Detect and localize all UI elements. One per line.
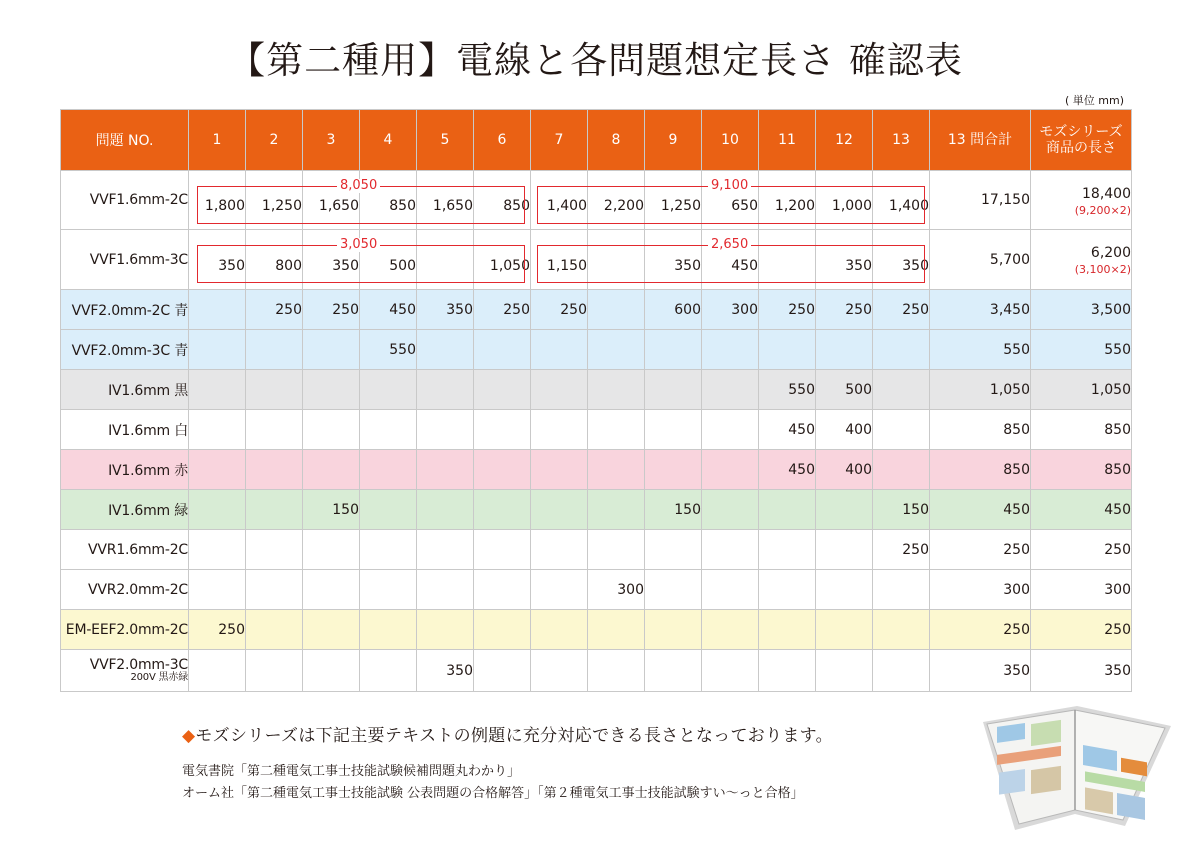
moz-length-cell — [1031, 410, 1132, 450]
header-number: 9 — [645, 110, 702, 171]
problem-value-cell — [474, 490, 531, 530]
problem-value-cell — [645, 330, 702, 370]
table-header-row — [61, 110, 1132, 171]
problem-value-cell — [474, 410, 531, 450]
problem-value-cell — [816, 650, 873, 692]
row-total: 300 — [930, 570, 1031, 610]
problem-value-cell — [645, 570, 702, 610]
problem-value-cell — [816, 490, 873, 530]
problem-value-cell — [702, 610, 759, 650]
reference-1: 電気書院「第二種電気工事士技能試験候補問題丸わかり」 — [182, 764, 521, 779]
problem-value-cell — [303, 570, 360, 610]
header-moz-length — [1031, 110, 1132, 171]
problem-value-cell — [816, 330, 873, 370]
problem-value-cell — [474, 370, 531, 410]
problem-value-cell — [189, 290, 246, 330]
problem-value-cell — [417, 410, 474, 450]
problem-value-cell — [246, 490, 303, 530]
problem-value-cell: 1,650 — [417, 171, 474, 230]
row-total: 17,150 — [930, 171, 1031, 230]
problem-value-cell — [531, 410, 588, 450]
problem-value-cell — [588, 610, 645, 650]
problem-value-cell — [759, 570, 816, 610]
problem-value-cell — [531, 650, 588, 692]
problem-value-cell — [417, 610, 474, 650]
problem-value-cell — [645, 530, 702, 570]
moz-length: 250 — [1104, 621, 1131, 638]
header-number: 10 — [702, 110, 759, 171]
group-total-vvf2c-b: 9,100 — [708, 179, 751, 193]
problem-value-cell: 350 — [189, 230, 246, 290]
problem-value-cell — [189, 370, 246, 410]
problem-value-cell — [474, 570, 531, 610]
problem-value-cell — [702, 410, 759, 450]
problem-value-cell: 250 — [816, 290, 873, 330]
row-label: VVF1.6mm-2C — [61, 171, 189, 230]
row-total: 250 — [930, 530, 1031, 570]
row-total: 850 — [930, 410, 1031, 450]
row-label: VVF1.6mm-3C — [61, 230, 189, 290]
row-label: IV1.6mm 黒 — [61, 370, 189, 410]
problem-value-cell — [588, 370, 645, 410]
row-total: 5,700 — [930, 230, 1031, 290]
table-row — [61, 490, 1132, 530]
problem-value-cell: 1,000 — [816, 171, 873, 230]
problem-value-cell: 550 — [759, 370, 816, 410]
moz-length-cell — [1031, 570, 1132, 610]
problem-value-cell — [189, 330, 246, 370]
problem-value-cell: 650 — [702, 171, 759, 230]
row-label: VVR2.0mm-2C — [61, 570, 189, 610]
header-number: 12 — [816, 110, 873, 171]
problem-value-cell: 350 — [873, 230, 930, 290]
problem-value-cell — [474, 650, 531, 692]
problem-value-cell — [303, 370, 360, 410]
moz-length: 6,200 — [1090, 245, 1131, 261]
problem-value-cell: 1,800 — [189, 171, 246, 230]
problem-value-cell — [417, 370, 474, 410]
row-total: 1,050 — [930, 370, 1031, 410]
problem-value-cell: 400 — [816, 450, 873, 490]
diamond-bullet-icon: ◆ — [182, 726, 196, 746]
group-total-vvf3c-b: 2,650 — [708, 238, 751, 252]
problem-value-cell: 2,200 — [588, 171, 645, 230]
problem-value-cell: 300 — [588, 570, 645, 610]
problem-value-cell — [645, 650, 702, 692]
row-label: VVF2.0mm-2C 青 — [61, 290, 189, 330]
problem-value-cell — [873, 650, 930, 692]
moz-length-note: (3,100×2) — [1074, 263, 1131, 276]
problem-value-cell: 500 — [360, 230, 417, 290]
moz-length-note: (9,200×2) — [1074, 203, 1131, 217]
unit-label: ( 単位 mm) — [1064, 94, 1124, 107]
header-total: 13 問合計 — [930, 110, 1031, 171]
problem-value-cell: 350 — [417, 650, 474, 692]
table-row — [61, 330, 1132, 370]
problem-value-cell — [360, 410, 417, 450]
problem-value-cell — [873, 330, 930, 370]
moz-length: 1,050 — [1090, 381, 1131, 398]
problem-value-cell — [588, 490, 645, 530]
header-number: 13 — [873, 110, 930, 171]
problem-value-cell: 350 — [816, 230, 873, 290]
reference-2: オーム社「第二種電気工事士技能試験 公表問題の合格解答」「第２種電気工事士技能試験すい〜っと合格」 — [182, 786, 804, 801]
page-title: 【第二種用】電線と各問題想定長さ 確認表 — [228, 39, 963, 82]
problem-value-cell: 150 — [645, 490, 702, 530]
problem-value-cell — [303, 410, 360, 450]
problem-value-cell: 450 — [759, 410, 816, 450]
problem-value-cell — [246, 370, 303, 410]
row-label: IV1.6mm 白 — [61, 410, 189, 450]
problem-value-cell — [702, 530, 759, 570]
row-label: IV1.6mm 緑 — [61, 490, 189, 530]
moz-length-cell — [1031, 171, 1132, 230]
problem-value-cell — [246, 530, 303, 570]
problem-value-cell — [588, 650, 645, 692]
problem-value-cell: 450 — [360, 290, 417, 330]
moz-length-cell — [1031, 490, 1132, 530]
problem-value-cell: 250 — [189, 610, 246, 650]
problem-value-cell — [246, 610, 303, 650]
header-moz-line1: モズシリーズ — [1039, 124, 1123, 140]
table-row — [61, 410, 1132, 450]
table-row — [61, 610, 1132, 650]
problem-value-cell — [360, 370, 417, 410]
textbook-image — [975, 702, 1175, 832]
problem-value-cell — [417, 530, 474, 570]
header-number: 1 — [189, 110, 246, 171]
problem-value-cell — [816, 530, 873, 570]
problem-value-cell — [759, 330, 816, 370]
problem-value-cell — [360, 570, 417, 610]
table-row — [61, 290, 1132, 330]
moz-length: 350 — [1104, 662, 1131, 679]
problem-value-cell — [474, 330, 531, 370]
problem-value-cell — [588, 290, 645, 330]
moz-length-cell — [1031, 330, 1132, 370]
row-label: VVR1.6mm-2C — [61, 530, 189, 570]
problem-value-cell — [246, 410, 303, 450]
row-label — [61, 650, 189, 692]
problem-value-cell — [189, 650, 246, 692]
row-total: 350 — [930, 650, 1031, 692]
header-number: 6 — [474, 110, 531, 171]
header-number: 7 — [531, 110, 588, 171]
moz-length-cell — [1031, 290, 1132, 330]
problem-value-cell: 1,050 — [474, 230, 531, 290]
problem-value-cell — [474, 610, 531, 650]
problem-value-cell: 250 — [303, 290, 360, 330]
problem-value-cell: 250 — [531, 290, 588, 330]
row-total: 550 — [930, 330, 1031, 370]
problem-value-cell: 250 — [246, 290, 303, 330]
problem-value-cell: 800 — [246, 230, 303, 290]
problem-value-cell — [816, 570, 873, 610]
group-total-vvf2c-a: 8,050 — [337, 179, 380, 193]
row-total: 250 — [930, 610, 1031, 650]
problem-value-cell — [474, 530, 531, 570]
header-number: 8 — [588, 110, 645, 171]
problem-value-cell — [873, 570, 930, 610]
row-total: 450 — [930, 490, 1031, 530]
row-label-line1: VVF2.0mm-3C — [89, 657, 188, 673]
problem-value-cell — [189, 570, 246, 610]
problem-value-cell — [474, 450, 531, 490]
problem-value-cell: 150 — [303, 490, 360, 530]
header-number: 5 — [417, 110, 474, 171]
problem-value-cell: 550 — [360, 330, 417, 370]
problem-value-cell — [417, 450, 474, 490]
moz-length-cell — [1031, 370, 1132, 410]
problem-value-cell: 1,650 — [303, 171, 360, 230]
problem-value-cell — [531, 570, 588, 610]
problem-value-cell — [702, 370, 759, 410]
moz-length-cell — [1031, 610, 1132, 650]
moz-length: 250 — [1104, 541, 1131, 558]
moz-length-cell — [1031, 450, 1132, 490]
problem-value-cell: 1,150 — [531, 230, 588, 290]
problem-value-cell — [531, 370, 588, 410]
problem-value-cell — [873, 610, 930, 650]
moz-length: 18,400 — [1082, 185, 1131, 202]
row-label-line2: 200V 黒赤緑 — [130, 672, 188, 683]
problem-value-cell — [873, 410, 930, 450]
problem-value-cell — [531, 490, 588, 530]
problem-value-cell — [759, 490, 816, 530]
table-row — [61, 530, 1132, 570]
problem-value-cell — [816, 610, 873, 650]
header-number: 11 — [759, 110, 816, 171]
problem-value-cell: 1,400 — [873, 171, 930, 230]
row-total: 3,450 — [930, 290, 1031, 330]
problem-value-cell: 250 — [873, 530, 930, 570]
header-number: 2 — [246, 110, 303, 171]
problem-value-cell — [759, 610, 816, 650]
table-row — [61, 450, 1132, 490]
problem-value-cell — [360, 530, 417, 570]
table-row — [61, 650, 1132, 692]
problem-value-cell — [588, 450, 645, 490]
problem-value-cell — [360, 610, 417, 650]
problem-value-cell — [588, 410, 645, 450]
moz-length: 850 — [1104, 461, 1131, 478]
problem-value-cell — [246, 330, 303, 370]
problem-value-cell — [246, 570, 303, 610]
group-total-vvf3c-a: 3,050 — [337, 238, 380, 252]
row-label: IV1.6mm 赤 — [61, 450, 189, 490]
problem-value-cell — [303, 610, 360, 650]
problem-value-cell — [873, 370, 930, 410]
problem-value-cell: 850 — [474, 171, 531, 230]
header-moz-line2: 商品の長さ — [1046, 140, 1116, 156]
moz-length: 550 — [1104, 341, 1131, 358]
header-number: 3 — [303, 110, 360, 171]
row-label: VVF2.0mm-3C 青 — [61, 330, 189, 370]
notes-main-text: モズシリーズは下記主要テキストの例題に充分対応できる長さとなっております。 — [195, 726, 833, 746]
problem-value-cell: 600 — [645, 290, 702, 330]
problem-value-cell — [702, 650, 759, 692]
problem-value-cell: 250 — [474, 290, 531, 330]
moz-length-cell — [1031, 530, 1132, 570]
moz-length: 3,500 — [1090, 301, 1131, 318]
problem-value-cell — [873, 450, 930, 490]
problem-value-cell — [189, 490, 246, 530]
problem-value-cell — [246, 450, 303, 490]
row-label: EM-EEF2.0mm-2C — [61, 610, 189, 650]
problem-value-cell — [702, 450, 759, 490]
problem-value-cell: 350 — [645, 230, 702, 290]
problem-value-cell: 500 — [816, 370, 873, 410]
problem-value-cell — [645, 450, 702, 490]
header-number: 4 — [360, 110, 417, 171]
moz-length-cell — [1031, 230, 1132, 290]
problem-value-cell — [189, 410, 246, 450]
header-problem-no: 問題 NO. — [61, 110, 189, 171]
problem-value-cell — [759, 530, 816, 570]
moz-length: 850 — [1104, 421, 1131, 438]
problem-value-cell — [759, 650, 816, 692]
table-row — [61, 570, 1132, 610]
problem-value-cell: 1,250 — [645, 171, 702, 230]
problem-value-cell: 150 — [873, 490, 930, 530]
notes-main — [182, 721, 833, 746]
problem-value-cell — [303, 450, 360, 490]
problem-value-cell — [702, 490, 759, 530]
problem-value-cell: 300 — [702, 290, 759, 330]
problem-value-cell — [360, 490, 417, 530]
problem-value-cell — [189, 530, 246, 570]
problem-value-cell — [645, 410, 702, 450]
problem-value-cell: 1,250 — [246, 171, 303, 230]
problem-value-cell: 850 — [360, 171, 417, 230]
problem-value-cell — [588, 330, 645, 370]
moz-length: 450 — [1104, 501, 1131, 518]
problem-value-cell — [189, 450, 246, 490]
problem-value-cell — [531, 330, 588, 370]
problem-value-cell — [531, 450, 588, 490]
table-row — [61, 370, 1132, 410]
problem-value-cell: 450 — [702, 230, 759, 290]
problem-value-cell — [246, 650, 303, 692]
problem-value-cell — [702, 330, 759, 370]
moz-length: 300 — [1104, 581, 1131, 598]
problem-value-cell — [702, 570, 759, 610]
problem-value-cell — [360, 650, 417, 692]
problem-value-cell — [588, 530, 645, 570]
problem-value-cell: 1,200 — [759, 171, 816, 230]
problem-value-cell — [531, 610, 588, 650]
problem-value-cell — [360, 450, 417, 490]
problem-value-cell — [303, 650, 360, 692]
problem-value-cell — [417, 570, 474, 610]
problem-value-cell: 350 — [303, 230, 360, 290]
problem-value-cell — [645, 370, 702, 410]
problem-value-cell — [303, 330, 360, 370]
problem-value-cell: 250 — [759, 290, 816, 330]
row-total: 850 — [930, 450, 1031, 490]
problem-value-cell: 1,400 — [531, 171, 588, 230]
problem-value-cell — [645, 610, 702, 650]
problem-value-cell: 400 — [816, 410, 873, 450]
problem-value-cell — [417, 330, 474, 370]
problem-value-cell: 250 — [873, 290, 930, 330]
problem-value-cell: 450 — [759, 450, 816, 490]
problem-value-cell — [417, 490, 474, 530]
moz-length-cell — [1031, 650, 1132, 692]
problem-value-cell: 350 — [417, 290, 474, 330]
problem-value-cell — [303, 530, 360, 570]
problem-value-cell — [531, 530, 588, 570]
